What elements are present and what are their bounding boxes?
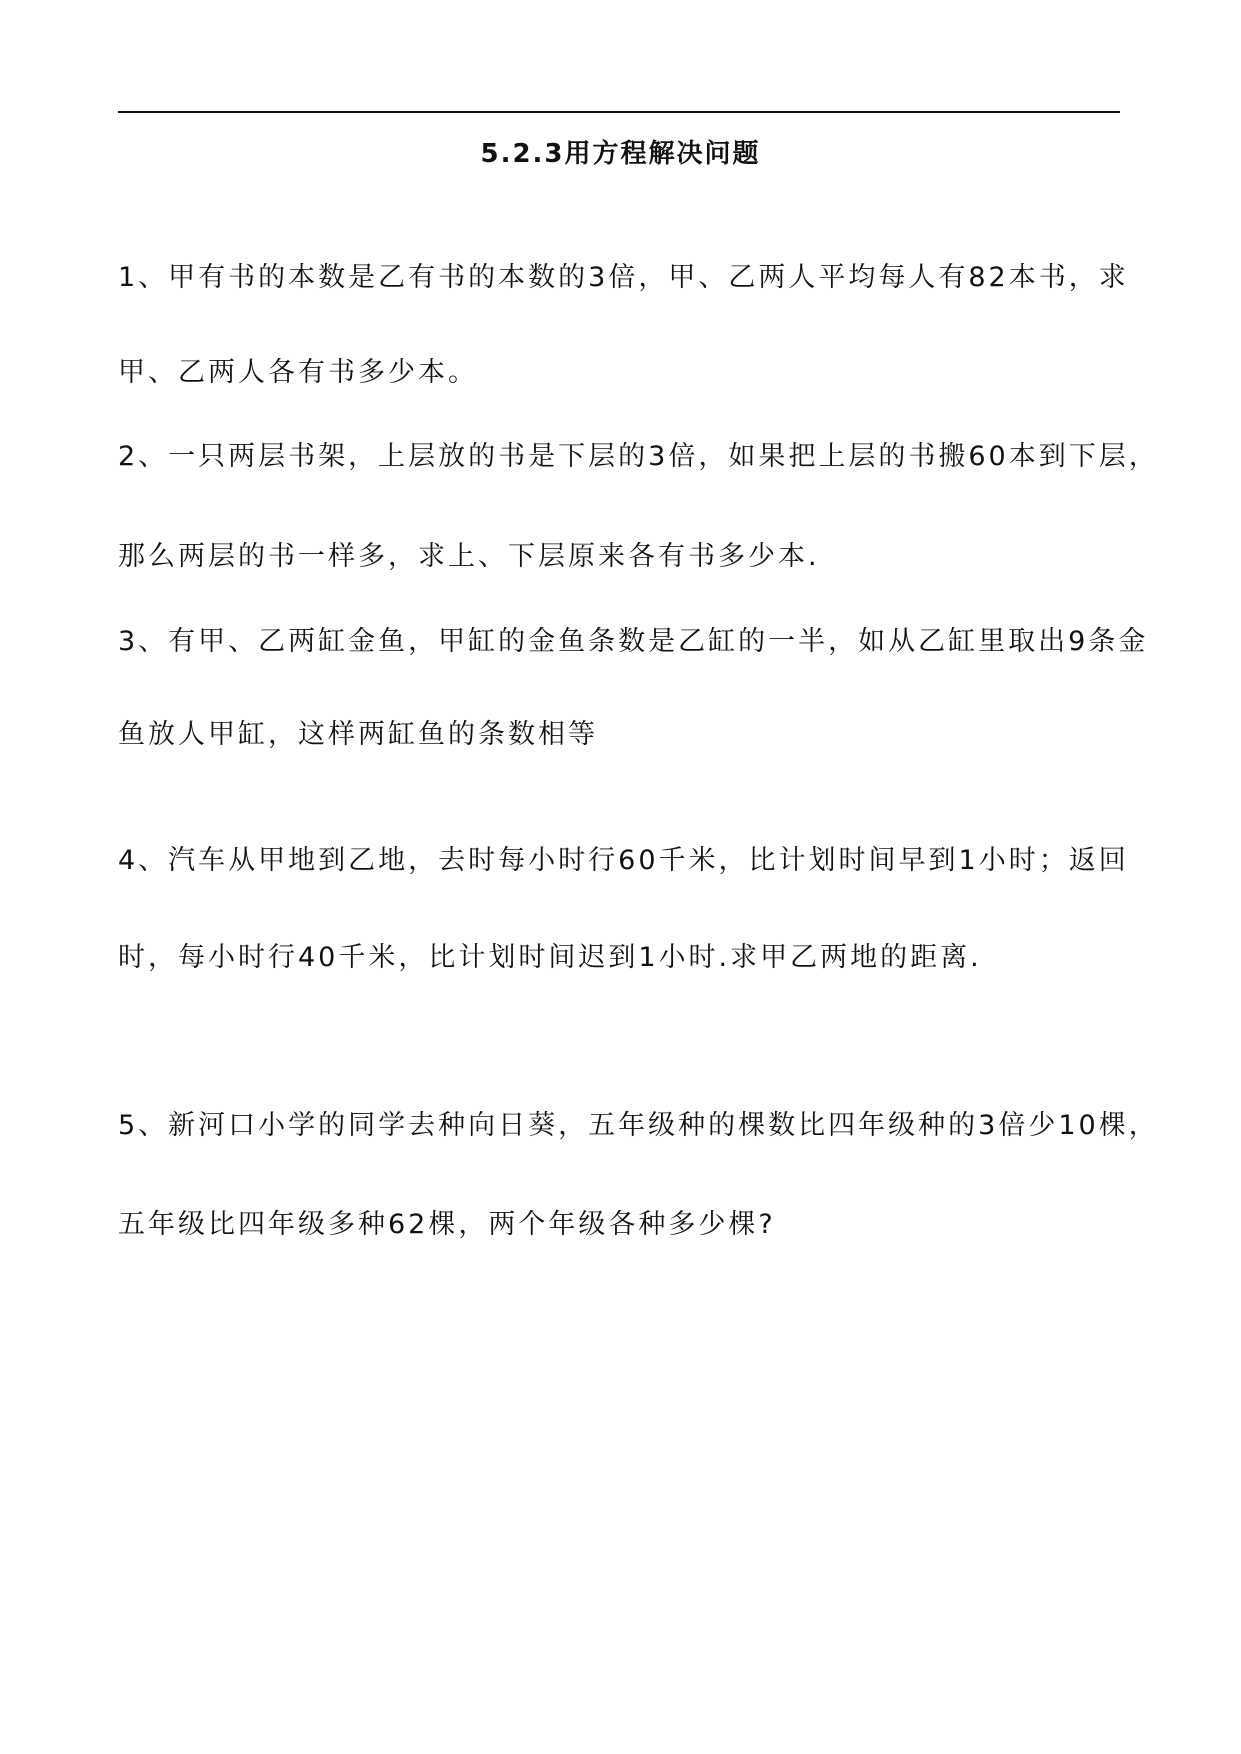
question-4-line-1: 4、汽车从甲地到乙地，去时每小时行60千米，比计划时间早到1小时；返回 xyxy=(118,845,1129,876)
question-3-line-2: 鱼放人甲缸，这样两缸鱼的条数相等 xyxy=(118,719,598,750)
header-rule xyxy=(118,111,1120,113)
question-4-line-2: 时，每小时行40千米，比计划时间迟到1小时.求甲乙两地的距离. xyxy=(118,942,982,973)
question-1-line-1: 1、甲有书的本数是乙有书的本数的3倍，甲、乙两人平均每人有82本书，求 xyxy=(118,262,1129,293)
question-5-line-2: 五年级比四年级多种62棵，两个年级各种多少棵? xyxy=(118,1209,776,1240)
question-2-line-1: 2、一只两层书架，上层放的书是下层的3倍，如果把上层的书搬60本到下层， xyxy=(118,441,1159,472)
question-2-line-2: 那么两层的书一样多，求上、下层原来各有书多少本. xyxy=(118,541,820,572)
page-title: 5.2.3用方程解决问题 xyxy=(480,139,761,169)
question-3-line-1: 3、有甲、乙两缸金鱼，甲缸的金鱼条数是乙缸的一半，如从乙缸里取出9条金 xyxy=(118,626,1149,657)
question-1-line-2: 甲、乙两人各有书多少本。 xyxy=(118,357,478,388)
question-5-line-1: 5、新河口小学的同学去种向日葵，五年级种的棵数比四年级种的3倍少10棵， xyxy=(118,1110,1159,1141)
